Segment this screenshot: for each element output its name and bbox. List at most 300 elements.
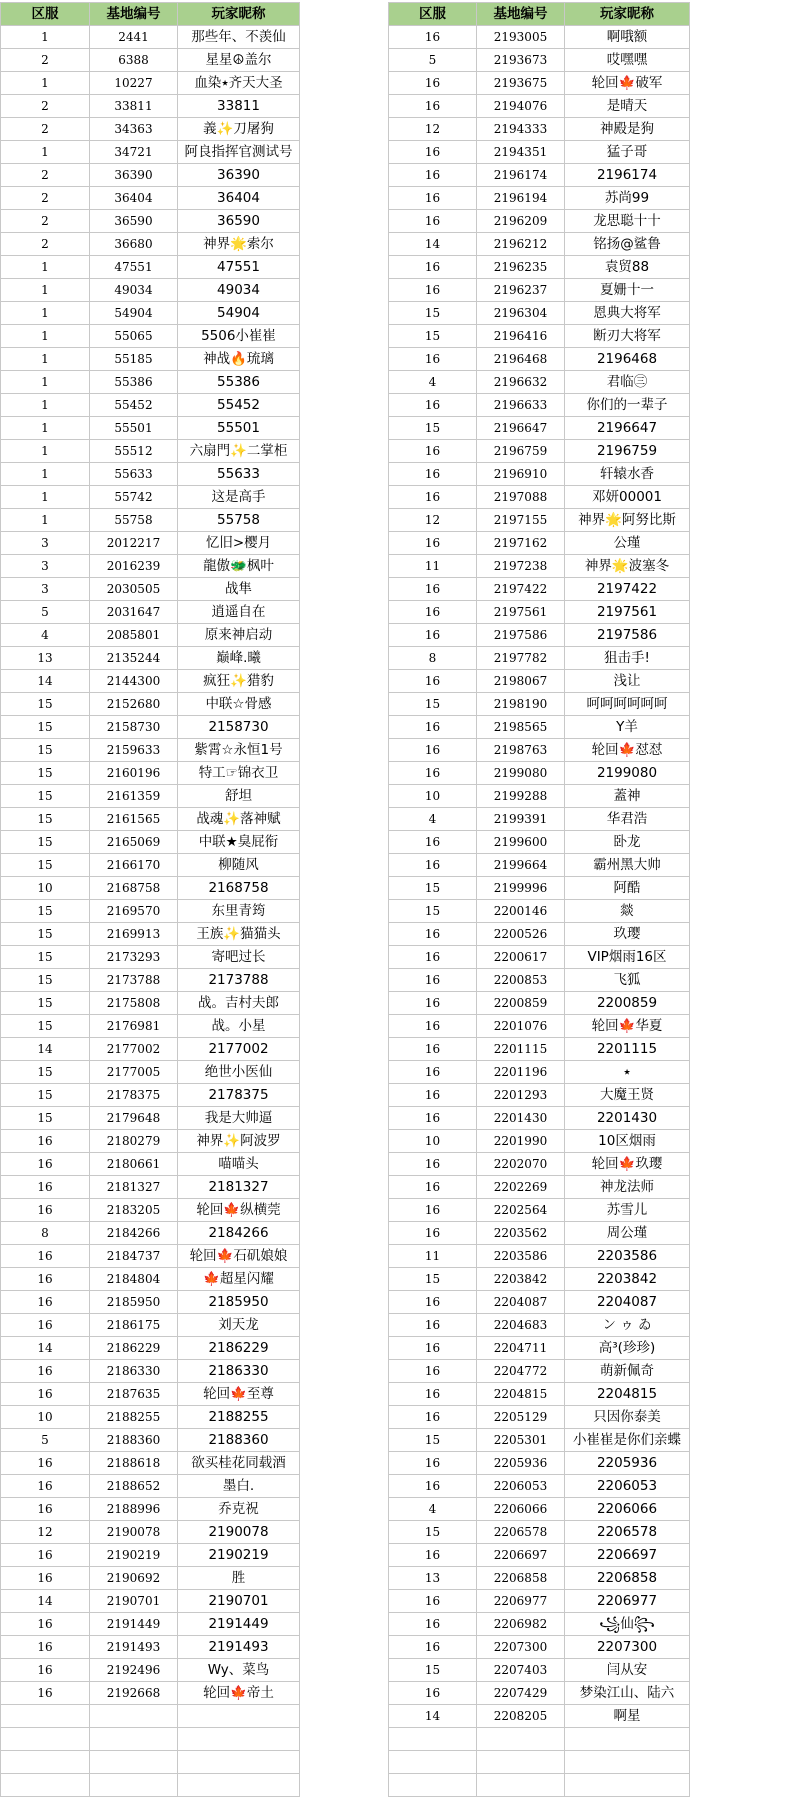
base-id-cell[interactable]: 2207403 bbox=[477, 1659, 565, 1682]
player-name-cell[interactable]: 2201115 bbox=[565, 1038, 690, 1061]
player-name-cell[interactable]: 龍傲🐲枫叶 bbox=[178, 555, 300, 578]
zone-cell[interactable]: 16 bbox=[1, 1613, 90, 1636]
zone-cell[interactable]: 16 bbox=[1, 1567, 90, 1590]
player-name-cell[interactable]: 神界🌟索尔 bbox=[178, 233, 300, 256]
player-name-cell[interactable]: 轮回🍁帝土 bbox=[178, 1682, 300, 1705]
base-id-cell[interactable]: 2199288 bbox=[477, 785, 565, 808]
zone-cell[interactable]: 16 bbox=[389, 854, 477, 877]
player-name-cell[interactable]: 2197422 bbox=[565, 578, 690, 601]
player-name-cell[interactable]: 卧龙 bbox=[565, 831, 690, 854]
base-id-cell[interactable]: 55512 bbox=[90, 440, 178, 463]
player-name-cell[interactable]: 47551 bbox=[178, 256, 300, 279]
zone-cell[interactable]: 16 bbox=[389, 1475, 477, 1498]
player-name-cell[interactable]: 欲买桂花同载酒 bbox=[178, 1452, 300, 1475]
zone-cell[interactable]: 1 bbox=[1, 348, 90, 371]
header-zone[interactable]: 区服 bbox=[1, 3, 90, 26]
player-name-cell[interactable]: 恩典大将军 bbox=[565, 302, 690, 325]
zone-cell[interactable]: 16 bbox=[1, 1291, 90, 1314]
base-id-cell[interactable]: 36680 bbox=[90, 233, 178, 256]
player-name-cell[interactable]: 紫霄☆永恒1号 bbox=[178, 739, 300, 762]
player-name-cell[interactable]: 袁贸88 bbox=[565, 256, 690, 279]
zone-cell[interactable]: 16 bbox=[389, 1590, 477, 1613]
zone-cell[interactable]: 2 bbox=[1, 187, 90, 210]
base-id-cell[interactable]: 2196647 bbox=[477, 417, 565, 440]
player-name-cell[interactable]: 特工☞锦衣卫 bbox=[178, 762, 300, 785]
zone-cell[interactable]: 16 bbox=[389, 1084, 477, 1107]
player-name-cell[interactable]: 浅让 bbox=[565, 670, 690, 693]
base-id-cell[interactable]: 47551 bbox=[90, 256, 178, 279]
player-name-cell[interactable]: 義✨刀屠狗 bbox=[178, 118, 300, 141]
player-name-cell[interactable]: 2203842 bbox=[565, 1268, 690, 1291]
zone-cell[interactable]: 16 bbox=[389, 1291, 477, 1314]
player-name-cell[interactable]: 2177002 bbox=[178, 1038, 300, 1061]
player-name-cell[interactable]: 邓妍00001 bbox=[565, 486, 690, 509]
zone-cell[interactable]: 16 bbox=[1, 1268, 90, 1291]
zone-cell[interactable]: 16 bbox=[389, 946, 477, 969]
base-id-cell[interactable]: 34721 bbox=[90, 141, 178, 164]
zone-cell[interactable]: 16 bbox=[389, 348, 477, 371]
base-id-cell[interactable]: 6388 bbox=[90, 49, 178, 72]
zone-cell[interactable]: 16 bbox=[389, 992, 477, 1015]
player-name-cell[interactable]: 乔克祝 bbox=[178, 1498, 300, 1521]
player-name-cell[interactable]: 🍁超星闪耀 bbox=[178, 1268, 300, 1291]
base-id-cell[interactable]: 2205301 bbox=[477, 1429, 565, 1452]
base-id-cell[interactable]: 2206858 bbox=[477, 1567, 565, 1590]
player-name-cell[interactable]: 夏姗十一 bbox=[565, 279, 690, 302]
player-name-cell[interactable]: 那些年、不羡仙 bbox=[178, 26, 300, 49]
base-id-cell[interactable]: 2191493 bbox=[90, 1636, 178, 1659]
base-id-cell[interactable]: 2193675 bbox=[477, 72, 565, 95]
base-id-cell[interactable]: 2206977 bbox=[477, 1590, 565, 1613]
player-name-cell[interactable]: 逍遥自在 bbox=[178, 601, 300, 624]
zone-cell[interactable]: 16 bbox=[389, 1360, 477, 1383]
base-id-cell[interactable]: 2198190 bbox=[477, 693, 565, 716]
base-id-cell[interactable]: 2186229 bbox=[90, 1337, 178, 1360]
base-id-cell[interactable]: 55452 bbox=[90, 394, 178, 417]
zone-cell[interactable]: 14 bbox=[1, 670, 90, 693]
zone-cell[interactable]: 1 bbox=[1, 509, 90, 532]
player-name-cell[interactable]: 2190701 bbox=[178, 1590, 300, 1613]
player-name-cell[interactable]: 2204815 bbox=[565, 1383, 690, 1406]
player-name-cell[interactable]: 2197586 bbox=[565, 624, 690, 647]
base-id-cell[interactable]: 2200526 bbox=[477, 923, 565, 946]
player-name-cell[interactable]: 呵呵呵呵呵呵 bbox=[565, 693, 690, 716]
zone-cell[interactable]: 1 bbox=[1, 440, 90, 463]
empty-cell[interactable] bbox=[90, 1705, 178, 1728]
base-id-cell[interactable]: 55065 bbox=[90, 325, 178, 348]
empty-cell[interactable] bbox=[178, 1774, 300, 1797]
player-name-cell[interactable]: 55501 bbox=[178, 417, 300, 440]
base-id-cell[interactable]: 55386 bbox=[90, 371, 178, 394]
zone-cell[interactable]: 15 bbox=[1, 831, 90, 854]
zone-cell[interactable]: 1 bbox=[1, 279, 90, 302]
player-name-cell[interactable]: Y羊 bbox=[565, 716, 690, 739]
player-name-cell[interactable]: 战隼 bbox=[178, 578, 300, 601]
base-id-cell[interactable]: 2196416 bbox=[477, 325, 565, 348]
zone-cell[interactable]: 16 bbox=[1, 1176, 90, 1199]
zone-cell[interactable]: 15 bbox=[1, 808, 90, 831]
zone-cell[interactable]: 2 bbox=[1, 210, 90, 233]
zone-cell[interactable]: 4 bbox=[389, 371, 477, 394]
zone-cell[interactable]: 1 bbox=[1, 463, 90, 486]
base-id-cell[interactable]: 2196212 bbox=[477, 233, 565, 256]
player-name-cell[interactable]: ン ゥ ゐ bbox=[565, 1314, 690, 1337]
zone-cell[interactable]: 3 bbox=[1, 578, 90, 601]
base-id-cell[interactable]: 55501 bbox=[90, 417, 178, 440]
player-name-cell[interactable]: 2199080 bbox=[565, 762, 690, 785]
base-id-cell[interactable]: 2186175 bbox=[90, 1314, 178, 1337]
zone-cell[interactable]: 15 bbox=[389, 900, 477, 923]
zone-cell[interactable]: 14 bbox=[389, 233, 477, 256]
base-id-cell[interactable]: 2177005 bbox=[90, 1061, 178, 1084]
player-name-cell[interactable]: 2206053 bbox=[565, 1475, 690, 1498]
zone-cell[interactable]: 16 bbox=[1, 1475, 90, 1498]
zone-cell[interactable]: 16 bbox=[389, 72, 477, 95]
base-id-cell[interactable]: 2193673 bbox=[477, 49, 565, 72]
empty-cell[interactable] bbox=[178, 1705, 300, 1728]
zone-cell[interactable]: 16 bbox=[1, 1130, 90, 1153]
player-name-cell[interactable]: 胜 bbox=[178, 1567, 300, 1590]
empty-cell[interactable] bbox=[477, 1774, 565, 1797]
zone-cell[interactable]: 15 bbox=[389, 417, 477, 440]
zone-cell[interactable]: 16 bbox=[389, 1682, 477, 1705]
zone-cell[interactable]: 16 bbox=[389, 486, 477, 509]
zone-cell[interactable]: 15 bbox=[1, 762, 90, 785]
zone-cell[interactable]: 16 bbox=[389, 739, 477, 762]
base-id-cell[interactable]: 10227 bbox=[90, 72, 178, 95]
base-id-cell[interactable]: 2197782 bbox=[477, 647, 565, 670]
zone-cell[interactable]: 13 bbox=[389, 1567, 477, 1590]
player-name-cell[interactable]: 轮回🍁纵横莞 bbox=[178, 1199, 300, 1222]
player-name-cell[interactable]: 49034 bbox=[178, 279, 300, 302]
zone-cell[interactable]: 2 bbox=[1, 233, 90, 256]
base-id-cell[interactable]: 2202269 bbox=[477, 1176, 565, 1199]
player-name-cell[interactable]: 2206977 bbox=[565, 1590, 690, 1613]
zone-cell[interactable]: 4 bbox=[1, 624, 90, 647]
zone-cell[interactable]: 14 bbox=[389, 1705, 477, 1728]
player-name-cell[interactable]: 55758 bbox=[178, 509, 300, 532]
base-id-cell[interactable]: 2199996 bbox=[477, 877, 565, 900]
player-name-cell[interactable]: 华君浩 bbox=[565, 808, 690, 831]
player-name-cell[interactable]: 哎嘿嘿 bbox=[565, 49, 690, 72]
base-id-cell[interactable]: 2188652 bbox=[90, 1475, 178, 1498]
zone-cell[interactable]: 14 bbox=[1, 1038, 90, 1061]
base-id-cell[interactable]: 2200146 bbox=[477, 900, 565, 923]
zone-cell[interactable]: 16 bbox=[389, 1383, 477, 1406]
player-name-cell[interactable]: 阿良指挥官测试号 bbox=[178, 141, 300, 164]
base-id-cell[interactable]: 2196304 bbox=[477, 302, 565, 325]
player-name-cell[interactable]: 2185950 bbox=[178, 1291, 300, 1314]
zone-cell[interactable]: 16 bbox=[389, 463, 477, 486]
zone-cell[interactable]: 15 bbox=[1, 739, 90, 762]
header-zone[interactable]: 区服 bbox=[389, 3, 477, 26]
zone-cell[interactable]: 16 bbox=[1, 1498, 90, 1521]
zone-cell[interactable]: 16 bbox=[1, 1682, 90, 1705]
base-id-cell[interactable]: 2169570 bbox=[90, 900, 178, 923]
zone-cell[interactable]: 15 bbox=[1, 969, 90, 992]
zone-cell[interactable]: 16 bbox=[389, 164, 477, 187]
base-id-cell[interactable]: 2190078 bbox=[90, 1521, 178, 1544]
zone-cell[interactable]: 16 bbox=[389, 624, 477, 647]
zone-cell[interactable]: 16 bbox=[389, 716, 477, 739]
base-id-cell[interactable]: 2179648 bbox=[90, 1107, 178, 1130]
zone-cell[interactable]: 16 bbox=[389, 923, 477, 946]
base-id-cell[interactable]: 2191449 bbox=[90, 1613, 178, 1636]
base-id-cell[interactable]: 2135244 bbox=[90, 647, 178, 670]
player-name-cell[interactable]: 铭扬@鲨鲁 bbox=[565, 233, 690, 256]
empty-cell[interactable] bbox=[1, 1751, 90, 1774]
player-name-cell[interactable]: 我是大帅逼 bbox=[178, 1107, 300, 1130]
base-id-cell[interactable]: 2177002 bbox=[90, 1038, 178, 1061]
zone-cell[interactable]: 12 bbox=[389, 509, 477, 532]
base-id-cell[interactable]: 2199600 bbox=[477, 831, 565, 854]
zone-cell[interactable]: 14 bbox=[1, 1590, 90, 1613]
base-id-cell[interactable]: 2199664 bbox=[477, 854, 565, 877]
base-id-cell[interactable]: 2197162 bbox=[477, 532, 565, 555]
player-name-cell[interactable]: 是晴天 bbox=[565, 95, 690, 118]
base-id-cell[interactable]: 2441 bbox=[90, 26, 178, 49]
base-id-cell[interactable]: 2206697 bbox=[477, 1544, 565, 1567]
player-name-cell[interactable]: 玖璎 bbox=[565, 923, 690, 946]
base-id-cell[interactable]: 2196759 bbox=[477, 440, 565, 463]
player-name-cell[interactable]: 神界🌟波塞冬 bbox=[565, 555, 690, 578]
zone-cell[interactable]: 16 bbox=[389, 969, 477, 992]
base-id-cell[interactable]: 49034 bbox=[90, 279, 178, 302]
player-name-cell[interactable]: 飞狐 bbox=[565, 969, 690, 992]
zone-cell[interactable]: 15 bbox=[389, 877, 477, 900]
base-id-cell[interactable]: 2198763 bbox=[477, 739, 565, 762]
player-name-cell[interactable]: Wy、菜鸟 bbox=[178, 1659, 300, 1682]
base-id-cell[interactable]: 2203842 bbox=[477, 1268, 565, 1291]
zone-cell[interactable]: 2 bbox=[1, 118, 90, 141]
zone-cell[interactable]: 1 bbox=[1, 26, 90, 49]
player-name-cell[interactable]: 原来神启动 bbox=[178, 624, 300, 647]
zone-cell[interactable]: 15 bbox=[389, 693, 477, 716]
player-name-cell[interactable]: 神龙法师 bbox=[565, 1176, 690, 1199]
zone-cell[interactable]: 16 bbox=[389, 1314, 477, 1337]
zone-cell[interactable]: 15 bbox=[389, 1659, 477, 1682]
zone-cell[interactable]: 16 bbox=[1, 1314, 90, 1337]
zone-cell[interactable]: 1 bbox=[1, 72, 90, 95]
base-id-cell[interactable]: 2190701 bbox=[90, 1590, 178, 1613]
base-id-cell[interactable]: 2030505 bbox=[90, 578, 178, 601]
zone-cell[interactable]: 16 bbox=[389, 1153, 477, 1176]
empty-cell[interactable] bbox=[178, 1751, 300, 1774]
player-name-cell[interactable]: 猛子哥 bbox=[565, 141, 690, 164]
zone-cell[interactable]: 3 bbox=[1, 555, 90, 578]
zone-cell[interactable]: 15 bbox=[1, 1015, 90, 1038]
player-name-cell[interactable]: 血染٭齐天大圣 bbox=[178, 72, 300, 95]
empty-cell[interactable] bbox=[565, 1774, 690, 1797]
player-name-cell[interactable]: 刘天龙 bbox=[178, 1314, 300, 1337]
player-name-cell[interactable]: 忆旧>樱月 bbox=[178, 532, 300, 555]
base-id-cell[interactable]: 2194076 bbox=[477, 95, 565, 118]
base-id-cell[interactable]: 2207300 bbox=[477, 1636, 565, 1659]
empty-cell[interactable] bbox=[1, 1774, 90, 1797]
base-id-cell[interactable]: 36404 bbox=[90, 187, 178, 210]
base-id-cell[interactable]: 2196468 bbox=[477, 348, 565, 371]
zone-cell[interactable]: 16 bbox=[389, 1061, 477, 1084]
base-id-cell[interactable]: 2144300 bbox=[90, 670, 178, 693]
player-name-cell[interactable]: 巅峰.曦 bbox=[178, 647, 300, 670]
player-name-cell[interactable]: 苏雪儿 bbox=[565, 1199, 690, 1222]
zone-cell[interactable]: 16 bbox=[389, 256, 477, 279]
zone-cell[interactable]: 1 bbox=[1, 371, 90, 394]
zone-cell[interactable]: 16 bbox=[389, 1452, 477, 1475]
base-id-cell[interactable]: 2169913 bbox=[90, 923, 178, 946]
base-id-cell[interactable]: 2173788 bbox=[90, 969, 178, 992]
player-name-cell[interactable]: 2205936 bbox=[565, 1452, 690, 1475]
player-name-cell[interactable]: 2186330 bbox=[178, 1360, 300, 1383]
zone-cell[interactable]: 16 bbox=[389, 440, 477, 463]
base-id-cell[interactable]: 2201196 bbox=[477, 1061, 565, 1084]
zone-cell[interactable]: 16 bbox=[1, 1659, 90, 1682]
player-name-cell[interactable]: 轮回🍁破军 bbox=[565, 72, 690, 95]
zone-cell[interactable]: 5 bbox=[1, 601, 90, 624]
base-id-cell[interactable]: 36390 bbox=[90, 164, 178, 187]
player-name-cell[interactable]: 2186229 bbox=[178, 1337, 300, 1360]
base-id-cell[interactable]: 2206982 bbox=[477, 1613, 565, 1636]
player-name-cell[interactable]: 2191493 bbox=[178, 1636, 300, 1659]
base-id-cell[interactable]: 2184804 bbox=[90, 1268, 178, 1291]
zone-cell[interactable]: 4 bbox=[389, 808, 477, 831]
base-id-cell[interactable]: 36590 bbox=[90, 210, 178, 233]
zone-cell[interactable]: 16 bbox=[389, 210, 477, 233]
base-id-cell[interactable]: 2200617 bbox=[477, 946, 565, 969]
zone-cell[interactable]: 16 bbox=[389, 601, 477, 624]
base-id-cell[interactable]: 2016239 bbox=[90, 555, 178, 578]
player-name-cell[interactable]: 燚 bbox=[565, 900, 690, 923]
empty-cell[interactable] bbox=[90, 1774, 178, 1797]
empty-cell[interactable] bbox=[90, 1751, 178, 1774]
header-player-name[interactable]: 玩家昵称 bbox=[565, 3, 690, 26]
player-name-cell[interactable]: 这是高手 bbox=[178, 486, 300, 509]
header-player-name[interactable]: 玩家昵称 bbox=[178, 3, 300, 26]
base-id-cell[interactable]: 2184266 bbox=[90, 1222, 178, 1245]
base-id-cell[interactable]: 2196632 bbox=[477, 371, 565, 394]
zone-cell[interactable]: 16 bbox=[1, 1360, 90, 1383]
base-id-cell[interactable]: 2173293 bbox=[90, 946, 178, 969]
base-id-cell[interactable]: 2188255 bbox=[90, 1406, 178, 1429]
base-id-cell[interactable]: 55758 bbox=[90, 509, 178, 532]
player-name-cell[interactable]: 梦染江山、陆六 bbox=[565, 1682, 690, 1705]
zone-cell[interactable]: 15 bbox=[1, 946, 90, 969]
header-base-id[interactable]: 基地编号 bbox=[477, 3, 565, 26]
zone-cell[interactable]: 14 bbox=[1, 1337, 90, 1360]
zone-cell[interactable]: 10 bbox=[389, 785, 477, 808]
base-id-cell[interactable]: 2199391 bbox=[477, 808, 565, 831]
player-name-cell[interactable]: 2196647 bbox=[565, 417, 690, 440]
player-name-cell[interactable]: 霸州黑大帅 bbox=[565, 854, 690, 877]
empty-cell[interactable] bbox=[1, 1728, 90, 1751]
zone-cell[interactable]: 16 bbox=[389, 26, 477, 49]
zone-cell[interactable]: 16 bbox=[389, 1406, 477, 1429]
zone-cell[interactable]: 11 bbox=[389, 555, 477, 578]
empty-cell[interactable] bbox=[389, 1728, 477, 1751]
player-name-cell[interactable]: 2190078 bbox=[178, 1521, 300, 1544]
empty-cell[interactable] bbox=[389, 1774, 477, 1797]
zone-cell[interactable]: 1 bbox=[1, 141, 90, 164]
player-name-cell[interactable]: 轮回🍁怼怼 bbox=[565, 739, 690, 762]
base-id-cell[interactable]: 2175808 bbox=[90, 992, 178, 1015]
base-id-cell[interactable]: 2197088 bbox=[477, 486, 565, 509]
player-name-cell[interactable]: 2191449 bbox=[178, 1613, 300, 1636]
base-id-cell[interactable]: 2201990 bbox=[477, 1130, 565, 1153]
player-name-cell[interactable]: 战。吉村夫郎 bbox=[178, 992, 300, 1015]
zone-cell[interactable]: 16 bbox=[389, 1015, 477, 1038]
empty-cell[interactable] bbox=[477, 1751, 565, 1774]
base-id-cell[interactable]: 2197422 bbox=[477, 578, 565, 601]
player-name-cell[interactable]: 小崔崔是你们亲蝶 bbox=[565, 1429, 690, 1452]
player-name-cell[interactable]: 2206066 bbox=[565, 1498, 690, 1521]
zone-cell[interactable]: 15 bbox=[1, 1107, 90, 1130]
zone-cell[interactable]: 16 bbox=[389, 578, 477, 601]
base-id-cell[interactable]: 2201293 bbox=[477, 1084, 565, 1107]
zone-cell[interactable]: 8 bbox=[389, 647, 477, 670]
base-id-cell[interactable]: 2185950 bbox=[90, 1291, 178, 1314]
player-name-cell[interactable]: 王族✨猫猫头 bbox=[178, 923, 300, 946]
base-id-cell[interactable]: 2203586 bbox=[477, 1245, 565, 1268]
zone-cell[interactable]: 2 bbox=[1, 95, 90, 118]
base-id-cell[interactable]: 2194351 bbox=[477, 141, 565, 164]
zone-cell[interactable]: 16 bbox=[1, 1153, 90, 1176]
zone-cell[interactable]: 16 bbox=[389, 141, 477, 164]
zone-cell[interactable]: 15 bbox=[1, 992, 90, 1015]
player-name-cell[interactable]: 喵喵头 bbox=[178, 1153, 300, 1176]
zone-cell[interactable]: 15 bbox=[389, 302, 477, 325]
zone-cell[interactable]: 10 bbox=[1, 877, 90, 900]
base-id-cell[interactable]: 2197238 bbox=[477, 555, 565, 578]
base-id-cell[interactable]: 2184737 bbox=[90, 1245, 178, 1268]
base-id-cell[interactable]: 2201430 bbox=[477, 1107, 565, 1130]
base-id-cell[interactable]: 2160196 bbox=[90, 762, 178, 785]
player-name-cell[interactable]: 2206578 bbox=[565, 1521, 690, 1544]
player-name-cell[interactable]: 战。小星 bbox=[178, 1015, 300, 1038]
player-name-cell[interactable]: 轮回🍁玖璎 bbox=[565, 1153, 690, 1176]
base-id-cell[interactable]: 2204683 bbox=[477, 1314, 565, 1337]
base-id-cell[interactable]: 2194333 bbox=[477, 118, 565, 141]
player-name-cell[interactable]: 2181327 bbox=[178, 1176, 300, 1199]
player-name-cell[interactable]: 2196759 bbox=[565, 440, 690, 463]
player-name-cell[interactable]: 2197561 bbox=[565, 601, 690, 624]
player-name-cell[interactable]: 神界🌟阿努比斯 bbox=[565, 509, 690, 532]
player-name-cell[interactable]: 六扇門✨二掌柜 bbox=[178, 440, 300, 463]
base-id-cell[interactable]: 2196194 bbox=[477, 187, 565, 210]
base-id-cell[interactable]: 54904 bbox=[90, 302, 178, 325]
player-name-cell[interactable]: 2178375 bbox=[178, 1084, 300, 1107]
base-id-cell[interactable]: 2198067 bbox=[477, 670, 565, 693]
player-name-cell[interactable]: 公瑾 bbox=[565, 532, 690, 555]
player-name-cell[interactable]: 啊哦额 bbox=[565, 26, 690, 49]
player-name-cell[interactable]: ꧁仙꧂ bbox=[565, 1613, 690, 1636]
zone-cell[interactable]: 16 bbox=[389, 95, 477, 118]
zone-cell[interactable]: 16 bbox=[389, 279, 477, 302]
player-name-cell[interactable]: 周公瑾 bbox=[565, 1222, 690, 1245]
player-name-cell[interactable]: 5506小崔崔 bbox=[178, 325, 300, 348]
player-name-cell[interactable]: 55386 bbox=[178, 371, 300, 394]
player-name-cell[interactable]: 高³(珍珍) bbox=[565, 1337, 690, 1360]
player-name-cell[interactable]: 阿酷 bbox=[565, 877, 690, 900]
zone-cell[interactable]: 16 bbox=[389, 1199, 477, 1222]
player-name-cell[interactable]: 君临㊂ bbox=[565, 371, 690, 394]
player-name-cell[interactable]: 轩辕水香 bbox=[565, 463, 690, 486]
player-name-cell[interactable]: 神界✨阿波罗 bbox=[178, 1130, 300, 1153]
zone-cell[interactable]: 16 bbox=[1, 1199, 90, 1222]
empty-cell[interactable] bbox=[389, 1751, 477, 1774]
base-id-cell[interactable]: 2200853 bbox=[477, 969, 565, 992]
player-name-cell[interactable]: 苏尚99 bbox=[565, 187, 690, 210]
base-id-cell[interactable]: 2207429 bbox=[477, 1682, 565, 1705]
